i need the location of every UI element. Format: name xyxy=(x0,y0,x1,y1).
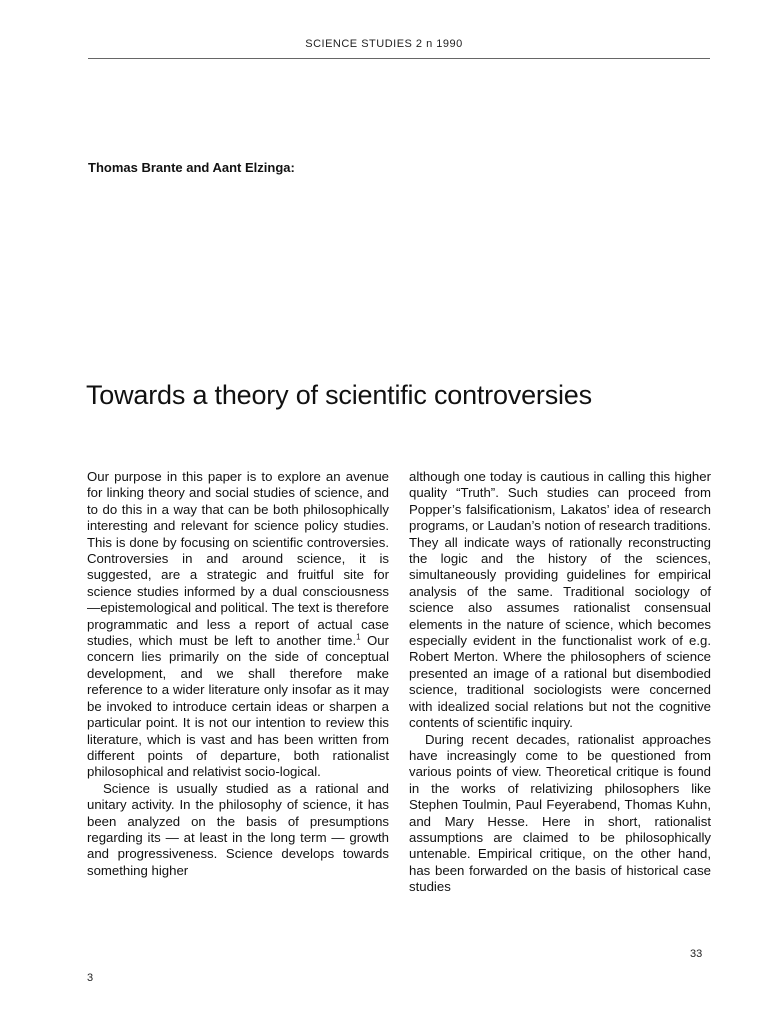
right-paragraph-2: During recent decades, rationalist approaches have increasingly come to be questioned from various points of view. Theoretical critique is found in the works of relativizing philosophers like Stephen Toulmin, Paul Feyerabend, Thomas Kuhn, and Mary Hesse. Here in short, rationalist assumptions are claimed to be philosophically untenable. Empirical critique, on the other hand, has been forwarded on the basis of historical case studies xyxy=(409,731,711,895)
running-head: SCIENCE STUDIES 2 n 1990 xyxy=(305,38,463,50)
article-title: Towards a theory of scientific controversies xyxy=(86,380,592,410)
footnote-marker[interactable]: 1 xyxy=(356,632,361,642)
article-authors: Thomas Brante and Aant Elzinga: xyxy=(88,160,295,175)
right-column xyxy=(409,469,711,896)
header-rule xyxy=(88,58,710,59)
page-number: 33 xyxy=(690,948,703,960)
left-paragraph-1-part-a: Our purpose in this paper is to explore an avenue for linking theory and social studies of science, and to do this in a way that can be both philosophically interesting and relevant for science policy studies. This is done by focusing on scientific controversies. Controversies in and around science, it is suggested, are a strategic and fruitful site for science studies informed by a dual consciousness—epistemological and political. The text is therefore programmatic and less a report of actual case studies, which must be left to another time. xyxy=(87,469,389,649)
left-paragraph-1-part-b: Our concern lies primarily on the side of conceptual development, and we shall therefore make reference to a wider literature only insofar as it may be invoked to introduce certain ideas or sharpen a particular point. It is not our intention to review this literature, which is vast and has been written from different points of departure, both rationalist philosophical and relativist socio-logical. xyxy=(87,633,389,780)
left-paragraph-1 xyxy=(87,469,389,781)
sheet-number: 3 xyxy=(87,972,94,984)
right-paragraph-1: although one today is cautious in calling this higher quality “Truth”. Such studies can proceed from Popper’s falsificationism, Lakatos’ idea of research programs, or Laudan’s notion of research traditions. They all indicate ways of rationally reconstructing the logic and the history of the sciences, simultaneously providing guidelines for empirical analysis of the same. Traditional sociology of science also assumes rationalist consensual elements in the nature of science, which becomes especially evident in the functionalist work of e.g. Robert Merton. Where the philosophers of science presented an image of a rational but disembodied science, traditional sociologists were concerned with idealized social relations but not the cognitive contents of scientific inquiry. xyxy=(409,469,711,731)
left-column xyxy=(87,469,389,879)
left-paragraph-2: Science is usually studied as a rational and unitary activity. In the philosophy of science, it has been analyzed on the basis of presumptions regarding its — at least in the long term — growth and progressiveness. Science develops towards something higher xyxy=(87,780,389,878)
